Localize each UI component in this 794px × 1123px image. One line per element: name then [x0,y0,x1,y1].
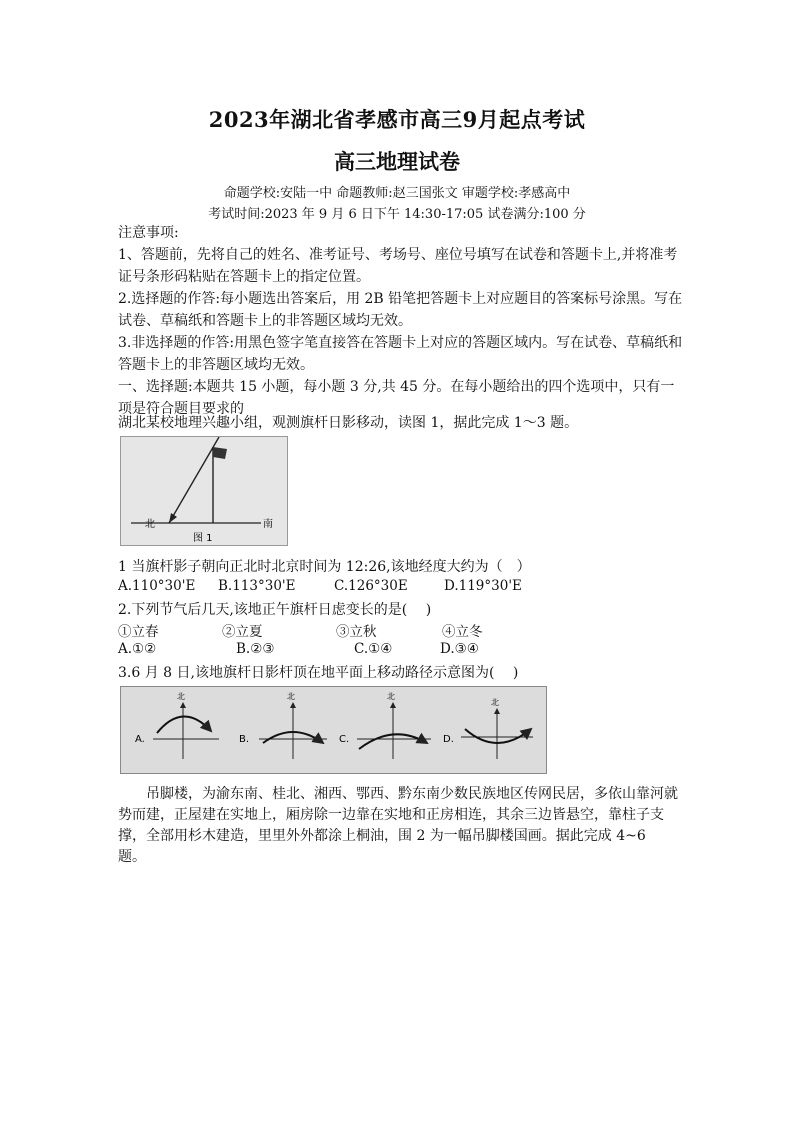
option-b-label: B. [239,734,250,745]
q2-item-1: ①立春 [118,624,159,640]
north-label: 北 [287,692,295,701]
note-line: 2.选择题的作答:每小题选出答案后，用 2B 铅笔把答题卡上对应题目的答案标号涂黑。写在 [118,291,683,307]
exam-subtitle: 高三地理试卷 [334,149,460,174]
note-line: 3.非选择题的作答:用黑色签字笔直接答在答题卡上对应的答题区域内。写在试卷、草稿纸和 [118,335,683,351]
question-group-intro: 湖北某校地理兴趣小组，观测旗杆日影移动，读图 1，据此完成 1～3 题。 [118,415,579,431]
flagpole-diagram [121,437,287,545]
q2-option-d: D.③④ [440,641,479,657]
q1-option-c: C.126°30E [334,578,408,594]
q3-stem: 3.6 月 8 日,该地旗杆日影杆顶在地平面上移动路径示意图为( ) [118,665,519,681]
q3-options-figure [120,686,547,774]
q1-stem: 1 当旗杆影子朝向正北时北京时间为 12:26,该地经度大约为（ ） [118,559,531,575]
q1-option-b: B.113°30'E [218,578,296,594]
north-label: 北 [177,692,185,701]
passage-text: 吊脚楼，为渝东南、桂北、湘西、鄂西、黔东南少数民族地区传网民居，多依山靠河就势而建，正屋建在实地上，厢房除一边靠在实地和正房相连，其余三边皆悬空，靠柱子支撑，全部用杉木建造，里里外外都涂上桐油，围 2 为一幅吊脚楼国画。据此完成 4~6 题。 [118,786,678,865]
sun-ray-line [169,437,219,523]
q2-option-b: B.②③ [236,641,275,657]
option-c-label: C. [339,734,350,745]
figure-1 [120,436,288,546]
north-label: 北 [387,692,395,701]
option-d-label: D. [443,734,454,745]
q1-option-a: A.110°30'E [118,578,196,594]
note-line: 试卷、草稿纸和答题卡上的非答题区域均无效。 [118,313,412,329]
q2-option-a: A.①② [118,641,157,657]
arrow-head-icon [169,513,177,523]
q2-item-3: ③立秋 [336,624,377,640]
q2-option-c: C.①④ [354,641,393,657]
figure-caption: 图 1 [193,533,213,544]
q2-item-4: ④立冬 [442,624,483,640]
q2-item-2: ②立夏 [222,624,263,640]
exam-title: 2023年湖北省孝感市高三9月起点考试 [208,107,586,132]
path-d-curve [465,729,531,743]
exam-info: 考试时间:2023 年 9 月 6 日下午 14:30-17:05 试卷满分:100 分 [208,207,586,222]
note-line: 1、答题前，先将自己的姓名、准考证号、考场号、座位号填写在试卷和答题卡上,并将准考 [118,247,678,263]
q2-stem: 2.下列节气后几天,该地正午旗杆日虑变长的是( ) [118,602,432,618]
note-line: 答题卡上的非答题区域均无效。 [118,357,314,373]
path-a-curve [157,716,211,733]
author-info: 命题学校:安陆一中 命题教师:赵三国张文 审题学校:孝感高中 [223,186,571,201]
shadow-path-diagrams [121,687,546,773]
north-label: 北 [491,698,499,707]
section-heading: 一、选择题:本题共 15 小题，每小题 3 分,共 45 分。在每小题给出的四个选项中，只有一 [118,379,675,395]
option-a-label: A. [135,734,145,745]
section-heading-cont: 项是符合题目要求的 [118,401,244,417]
note-line: 证号条形码粘贴在答题卡上的指定位置。 [118,269,370,285]
notes-heading: 注意事项: [118,225,179,241]
north-label: 北 [145,519,155,530]
south-label: 南 [263,519,273,530]
q1-option-d: D.119°30'E [444,578,522,594]
flag-icon [213,447,227,459]
